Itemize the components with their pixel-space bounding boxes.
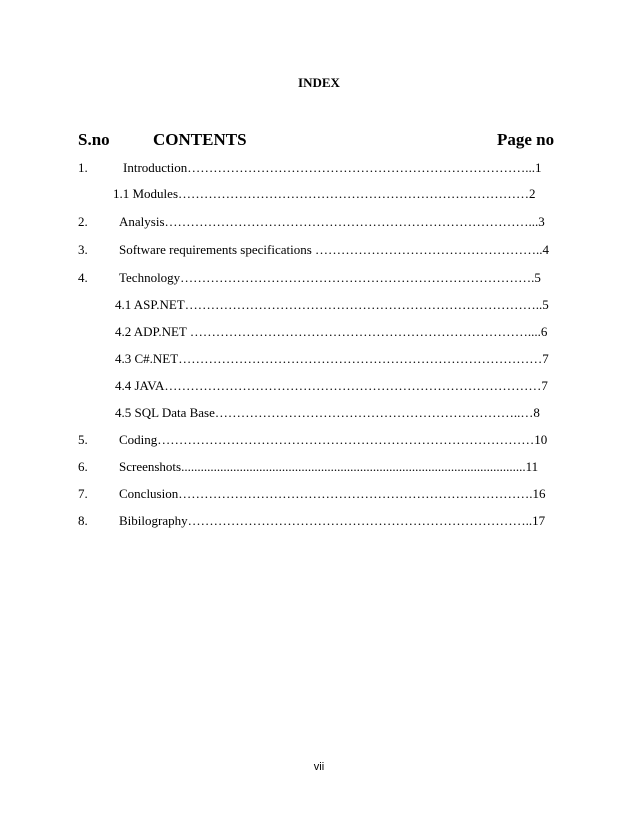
toc-row [78, 459, 558, 477]
header-page-no: Page no [497, 130, 555, 149]
toc-row [78, 513, 558, 531]
toc-row-text: Screenshots..........................................................................................................11 [119, 459, 539, 474]
toc-row-text: Software requirements specifications ……………………………………………..4 [119, 242, 550, 257]
header-contents: CONTENTS [153, 130, 247, 149]
toc-row-text: 4.5 SQL Data Base……………………………………………………………..…8 [115, 405, 540, 420]
toc-row [78, 160, 558, 178]
toc-row [78, 378, 558, 396]
toc-row-text: 4.3 C#.NET…………………………………………………………………………7 [115, 351, 549, 366]
toc-row-number: 4. [78, 270, 88, 285]
toc-row [78, 186, 558, 204]
toc-row-number: 5. [78, 432, 88, 447]
toc-row-number: 1. [78, 160, 88, 175]
toc-row-text: 4.2 ADP.NET ……………………………………………………………………....6 [115, 324, 548, 339]
toc-row-text: Introduction……………………………………………………………………...1 [123, 160, 542, 175]
toc-row-text: Bibilography……………………………………………………………………..17 [119, 513, 546, 528]
toc-row-text: Technology……………………………………………………………………….5 [119, 270, 541, 285]
toc-row-text: 4.4 JAVA……………………………………………………………………………7 [115, 378, 548, 393]
header-sno: S.no [78, 130, 110, 149]
toc-row [78, 214, 558, 232]
page-number-footer: vii [313, 761, 325, 773]
toc-row [78, 432, 558, 450]
toc-row [78, 270, 558, 288]
toc-row [78, 324, 558, 342]
toc-row-number: 3. [78, 242, 88, 257]
toc-row [78, 486, 558, 504]
toc-row-number: 7. [78, 486, 88, 501]
toc-row-text: Conclusion……………………………………………………………………….16 [119, 486, 546, 501]
toc-row-number: 6. [78, 459, 88, 474]
toc-row-text: 4.1 ASP.NET………………………………………………………………………..5 [115, 297, 549, 312]
toc-row [78, 351, 558, 369]
toc-row-number: 2. [78, 214, 88, 229]
toc-row-text: Analysis…………………………………………………………………………...3 [119, 214, 545, 229]
toc-row [78, 297, 558, 315]
page-title: INDEX [298, 75, 340, 90]
toc-row-text: Coding……………………………………………………………………………10 [119, 432, 548, 447]
toc-row [78, 405, 558, 423]
toc-row-text: 1.1 Modules………………………………………………………………………2 [113, 186, 536, 201]
toc-row-number: 8. [78, 513, 88, 528]
toc-row [78, 242, 558, 260]
